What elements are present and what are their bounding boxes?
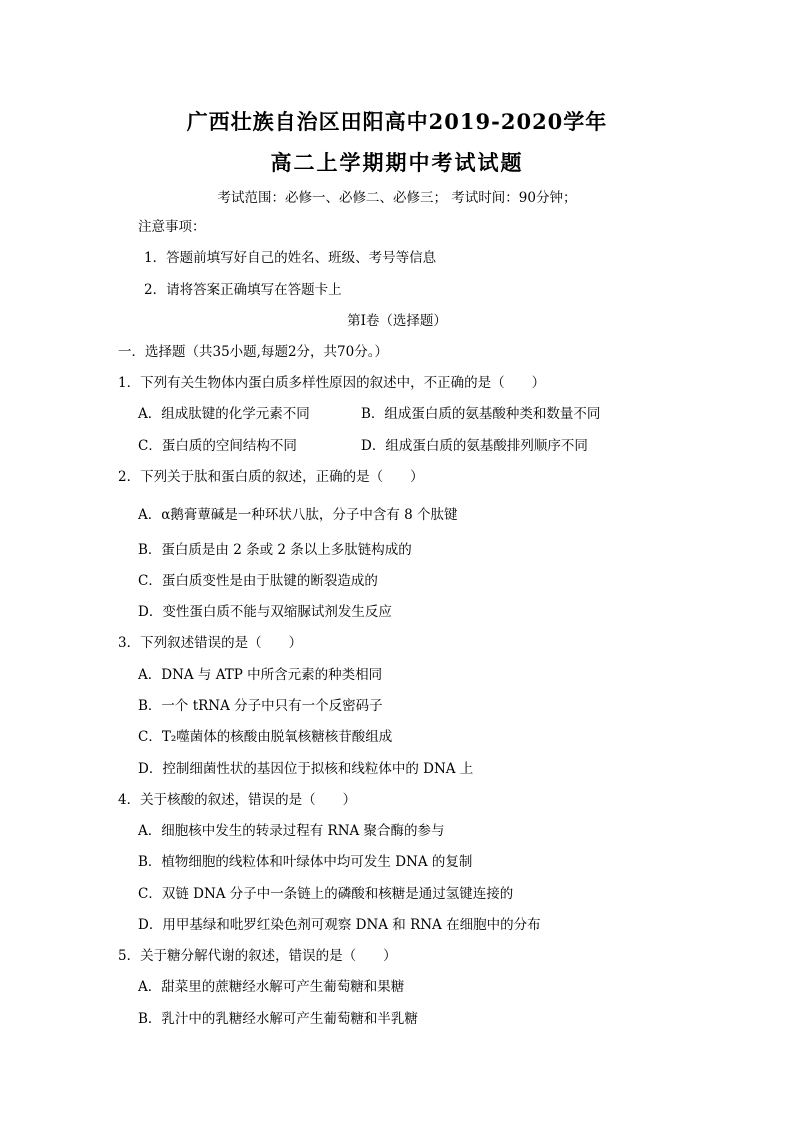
question-5-option-a: A．甜菜里的蔗糖经水解可产生葡萄糖和果糖: [138, 979, 405, 995]
exam-title-line1: 广西壮族自治区田阳高中2019-2020学年: [186, 109, 608, 134]
question-2-option-b: B．蛋白质是由 2 条或 2 条以上多肽链构成的: [138, 542, 412, 558]
part-heading: 一．选择题（共35小题,每题2分，共70分。）: [118, 344, 388, 360]
question-2-option-a: A．α鹅膏蕈碱是一种环状八肽，分子中含有 8 个肽键: [138, 507, 458, 523]
question-3-option-b: B．一个 tRNA 分子中只有一个反密码子: [138, 698, 383, 714]
exam-info: 考试范围：必修一、必修二、必修三； 考试时间：90分钟；: [217, 190, 577, 206]
question-4-option-d: D．用甲基绿和吡罗红染色剂可观察 DNA 和 RNA 在细胞中的分布: [138, 917, 541, 933]
question-1-stem: 1．下列有关生物体内蛋白质多样性原因的叙述中，不正确的是（ ）: [118, 375, 546, 391]
note-item-2: 2．请将答案正确填写在答题卡上: [144, 282, 342, 298]
question-3-option-a: A．DNA 与 ATP 中所含元素的种类相同: [138, 667, 383, 683]
question-2-option-d: D．变性蛋白质不能与双缩脲试剂发生反应: [138, 604, 392, 620]
notes-heading: 注意事项：: [138, 219, 206, 235]
question-1-option-c: C．蛋白质的空间结构不同: [138, 438, 297, 454]
question-1-option-d: D．组成蛋白质的氨基酸排列顺序不同: [361, 438, 588, 454]
question-1-option-b: B．组成蛋白质的氨基酸种类和数量不同: [361, 406, 601, 422]
question-3-stem: 3．下列叙述错误的是（ ）: [118, 635, 303, 651]
question-2-option-c: C．蛋白质变性是由于肽键的断裂造成的: [138, 573, 378, 589]
section-title: 第I卷（选择题）: [347, 313, 447, 329]
note-item-1: 1．答题前填写好自己的姓名、班级、考号等信息: [144, 250, 437, 266]
question-1-option-a: A．组成肽键的化学元素不同: [138, 406, 310, 422]
question-4-option-a: A．细胞核中发生的转录过程有 RNA 聚合酶的参与: [138, 823, 445, 839]
question-4-option-c: C．双链 DNA 分子中一条链上的磷酸和核糖是通过氢键连接的: [138, 886, 514, 902]
question-4-option-b: B．植物细胞的线粒体和叶绿体中均可发生 DNA 的复制: [138, 854, 473, 870]
question-4-stem: 4．关于核酸的叙述，错误的是（ ）: [118, 792, 357, 808]
question-5-stem: 5．关于糖分解代谢的叙述，错误的是（ ）: [118, 948, 397, 964]
question-3-option-c: C．T₂噬菌体的核酸由脱氧核糖核苷酸组成: [138, 729, 393, 745]
exam-title-line2: 高二上学期期中考试试题: [270, 150, 524, 175]
question-3-option-d: D．控制细菌性状的基因位于拟核和线粒体中的 DNA 上: [138, 761, 474, 777]
question-5-option-b: B．乳汁中的乳糖经水解可产生葡萄糖和半乳糖: [138, 1011, 418, 1027]
question-2-stem: 2．下列关于肽和蛋白质的叙述，正确的是（ ）: [118, 469, 424, 485]
